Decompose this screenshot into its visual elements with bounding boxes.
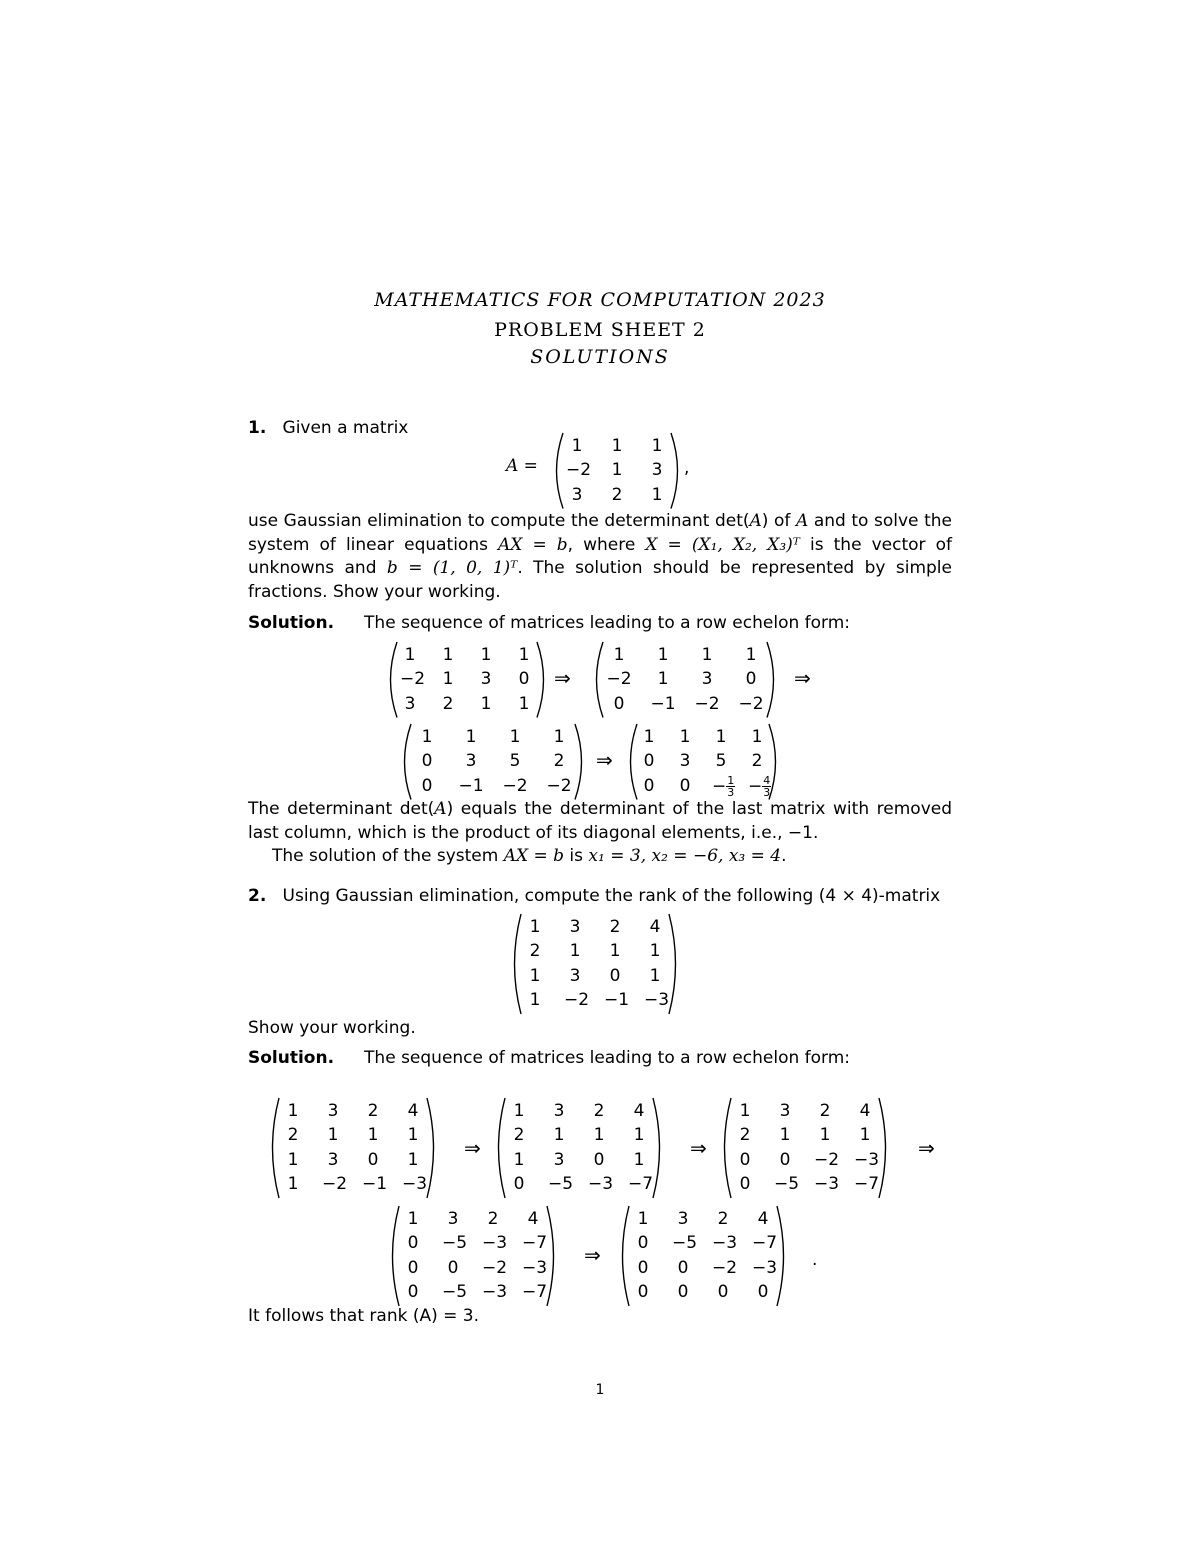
right-paren [774,1204,792,1308]
left-paren [716,1096,734,1200]
matrix-cell: 0 [717,1282,729,1302]
matrix-cell: 3 [480,669,492,689]
matrix-cell: −2 [482,1257,508,1278]
matrix-cell: 3 [465,751,477,771]
matrix-a-label: A = [506,456,538,476]
matrix-cell: 1 [287,1100,299,1121]
matrix-cell: −5 [774,1174,800,1194]
p1-step-matrix-4 [622,722,784,802]
p1-step-matrix-2 [588,640,782,720]
matrix-cell: −1 [604,990,630,1010]
right-paren [666,912,684,1016]
matrix-cell: −5 [548,1174,574,1194]
left-paren [588,640,606,720]
problem-1-statement: use Gaussian elimination to compute the determinant det(A) of A and to solve the system of linear equations AX = b, where X = (X₁, X₂, X₃)ᵀ is the vector of unknowns and b = (1, 0, 1)ᵀ. The solution should be represented by simple fractions. Show your working. [248,511,952,602]
p2-arrow-4: ⇒ [584,1243,601,1267]
left-paren [382,640,400,720]
matrix-cell: 1 [643,726,655,747]
matrix-cell: 0 [779,1149,791,1170]
matrix-cell: − $\frac{4}{3}$ [748,773,771,799]
right-paren [766,722,784,802]
matrix-cell: 1 [529,965,541,986]
matrix-cell: 1 [651,484,663,505]
course-title: MATHEMATICS FOR COMPUTATION 2023 [374,289,826,311]
matrix-cell: −7 [752,1233,778,1253]
matrix-cell: −3 [814,1174,840,1194]
left-paren [264,1096,282,1200]
matrix-cell: 0 [677,1257,689,1278]
matrix-cell: 1 [739,1100,751,1121]
left-paren [506,912,524,1016]
matrix-cell: 1 [553,726,565,747]
matrix-cell: 2 [529,941,541,961]
matrix-cell: −2 [566,460,592,480]
problem-1-conclusion: The determinant det(A) equals the determinant of the last matrix with removed last column, which is the product of its diagonal elements, i.e., −1. [248,799,953,843]
matrix-cell: 1 [745,644,757,665]
p1-arrow-2: ⇒ [794,666,811,690]
p2-arrow-3: ⇒ [918,1136,935,1160]
matrix-grid [566,435,668,508]
p1-arrow-1: ⇒ [554,666,571,690]
matrix-cell: 0 [757,1282,769,1302]
left-paren [384,1204,402,1308]
matrix-cell: 1 [649,965,661,986]
matrix-cell: 0 [513,1174,525,1194]
matrix-cell: 3 [779,1100,791,1121]
matrix-cell: 1 [442,644,454,665]
page-number: 1 [595,1382,605,1398]
right-paren [650,1096,668,1200]
matrix-cell: 4 [859,1100,871,1121]
sheet-title: PROBLEM SHEET 2 [494,319,706,341]
matrix-cell: 1 [859,1125,871,1145]
matrix-cell: 2 [287,1125,299,1145]
matrix-cell: 0 [609,965,621,986]
left-paren [548,431,566,511]
matrix-cell: 1 [633,1125,645,1145]
matrix-cell: −2 [814,1149,840,1170]
p2-final-period: . [812,1250,818,1270]
matrix-cell: 0 [447,1257,459,1278]
matrix-cell: 3 [447,1208,459,1229]
matrix-cell: 1 [571,435,583,456]
matrix-cell: 0 [407,1257,419,1278]
matrix-cell: 1 [480,693,492,714]
left-paren [396,722,414,802]
matrix-cell: 1 [480,644,492,665]
matrix-cell: 1 [465,726,477,747]
matrix-cell: 4 [649,916,661,937]
matrix-cell: 1 [637,1208,649,1229]
matrix-cell: −2 [564,990,590,1010]
p1-arrow-3: ⇒ [596,748,613,772]
problem-2-conclusion: It follows that rank (A) = 3. [248,1306,480,1326]
matrix-cell: 4 [527,1208,539,1229]
left-paren [614,1204,632,1308]
matrix-cell: 1 [611,435,623,456]
matrix-cell: 1 [513,1100,525,1121]
matrix-cell: 1 [287,1174,299,1194]
matrix-cell: 3 [701,669,713,689]
matrix-cell: −3 [482,1282,508,1302]
matrix-cell: 0 [739,1149,751,1170]
matrix-cell: −7 [628,1174,654,1194]
matrix-cell: 1 [657,669,669,689]
matrix-cell: −1 [362,1174,388,1194]
matrix-cell: −2 [400,669,426,689]
matrix-cell: 1 [593,1125,605,1145]
matrix-cell: 2 [751,751,763,771]
matrix-cell: −2 [712,1257,738,1278]
matrix-cell: −2 [322,1174,348,1194]
matrix-cell: 4 [407,1100,419,1121]
matrix-cell: 3 [327,1100,339,1121]
problem-1-solution-line: The solution of the system AX = b is x₁ = 3, x₂ = −6, x₃ = 4. [272,846,787,866]
right-paren [544,1204,562,1308]
matrix-cell: 0 [421,751,433,771]
matrix-cell: 1 [518,644,530,665]
matrix-cell: 0 [643,751,655,771]
matrix-grid [524,916,670,1013]
matrix-cell: −3 [482,1233,508,1253]
matrix-cell: 1 [553,1125,565,1145]
matrix-cell: 3 [569,965,581,986]
p2-step-matrix-5 [614,1204,792,1308]
matrix-grid [402,1208,548,1305]
matrix-a [548,431,686,511]
left-paren [490,1096,508,1200]
matrix-cell: −5 [672,1233,698,1253]
matrix-cell: 1 [819,1125,831,1145]
matrix-cell: 0 [643,775,655,796]
matrix-cell: 2 [717,1208,729,1229]
matrix-cell: 0 [367,1149,379,1170]
matrix-cell: 2 [367,1100,379,1121]
matrix-cell: 0 [637,1282,649,1302]
matrix-cell: 2 [593,1100,605,1121]
matrix-cell: 0 [518,669,530,689]
matrix-4x4 [506,912,684,1016]
matrix-grid [640,726,771,799]
matrix-cell: 1 [529,990,541,1010]
matrix-cell: 1 [509,726,521,747]
matrix-cell: −3 [752,1257,778,1278]
p1-step-matrix-3 [396,722,590,802]
matrix-cell: 1 [715,726,727,747]
p2-step-matrix-3 [716,1096,894,1200]
problem-2-solution-intro: Solution. The sequence of matrices leading to a row echelon form: [248,1048,851,1068]
matrix-cell: 1 [407,1149,419,1170]
right-paren [764,640,782,720]
matrix-cell: −2 [546,775,572,796]
matrix-cell: −3 [644,990,670,1010]
matrix-cell: 1 [529,916,541,937]
matrix-cell: 0 [745,669,757,689]
matrix-cell: 3 [327,1149,339,1170]
p2-step-matrix-1 [264,1096,442,1200]
matrix-cell: −2 [502,775,528,796]
matrix-a-comma: , [684,458,690,478]
p2-arrow-1: ⇒ [464,1136,481,1160]
matrix-cell: 0 [677,1282,689,1302]
matrix-cell: 1 [613,644,625,665]
matrix-cell: 1 [407,1125,419,1145]
problem-1-intro: 1. Given a matrix [248,418,409,438]
matrix-cell: 3 [651,460,663,480]
right-paren [572,722,590,802]
matrix-cell: 0 [407,1233,419,1253]
matrix-cell: 2 [609,916,621,937]
matrix-cell: 0 [739,1174,751,1194]
matrix-cell: 1 [421,726,433,747]
p2-step-matrix-4 [384,1204,562,1308]
matrix-cell: 0 [637,1233,649,1253]
solutions-subtitle: SOLUTIONS [530,346,670,368]
matrix-cell: −3 [522,1257,548,1278]
matrix-cell: 5 [509,751,521,771]
matrix-cell: 1 [649,941,661,961]
matrix-cell: −5 [442,1233,468,1253]
matrix-cell: −7 [522,1282,548,1302]
matrix-cell: 3 [571,484,583,505]
matrix-cell: 1 [327,1125,339,1145]
problem-2-show-working: Show your working. [248,1018,416,1038]
matrix-cell: 1 [404,644,416,665]
matrix-cell: 1 [651,435,663,456]
matrix-cell: 1 [407,1208,419,1229]
matrix-cell: 5 [715,751,727,771]
matrix-cell: 1 [633,1149,645,1170]
matrix-cell: −2 [606,669,632,689]
matrix-grid [508,1100,654,1197]
right-paren [424,1096,442,1200]
matrix-cell: −1 [650,693,676,714]
right-paren [876,1096,894,1200]
matrix-grid [606,644,764,717]
matrix-cell: 3 [569,916,581,937]
matrix-cell: −3 [588,1174,614,1194]
matrix-cell: 0 [407,1282,419,1302]
matrix-cell: 0 [679,775,691,796]
matrix-grid [400,644,534,717]
p1-step-matrix-1 [382,640,552,720]
matrix-cell: 1 [609,941,621,961]
matrix-cell: 3 [553,1100,565,1121]
matrix-cell: −2 [694,693,720,714]
matrix-cell: 2 [611,484,623,505]
matrix-cell: 1 [657,644,669,665]
matrix-cell: 1 [569,941,581,961]
matrix-cell: −1 [458,775,484,796]
matrix-cell: 4 [633,1100,645,1121]
matrix-cell: −5 [442,1282,468,1302]
matrix-cell: 0 [613,693,625,714]
matrix-cell: 0 [637,1257,649,1278]
matrix-cell: −2 [738,693,764,714]
matrix-cell: 2 [513,1125,525,1145]
right-paren [534,640,552,720]
matrix-cell: 1 [513,1149,525,1170]
matrix-cell: 3 [553,1149,565,1170]
matrix-grid [734,1100,880,1197]
matrix-cell: 1 [611,460,623,480]
matrix-cell: 0 [421,775,433,796]
matrix-cell: −3 [854,1149,880,1170]
matrix-cell: 3 [404,693,416,714]
matrix-cell: 1 [518,693,530,714]
matrix-cell: 4 [757,1208,769,1229]
p2-arrow-2: ⇒ [690,1136,707,1160]
matrix-grid [632,1208,778,1305]
matrix-cell: −7 [854,1174,880,1194]
matrix-cell: 2 [739,1125,751,1145]
matrix-cell: −3 [402,1174,428,1194]
matrix-grid [282,1100,428,1197]
matrix-cell: 0 [593,1149,605,1170]
matrix-cell: 2 [553,751,565,771]
matrix-cell: − $\frac{1}{3}$ [712,773,735,799]
matrix-cell: 1 [751,726,763,747]
left-paren [622,722,640,802]
matrix-cell: 3 [679,751,691,771]
matrix-cell: 1 [442,669,454,689]
matrix-cell: 3 [677,1208,689,1229]
matrix-cell: 1 [367,1125,379,1145]
p2-step-matrix-2 [490,1096,668,1200]
matrix-grid [414,726,572,799]
matrix-cell: −3 [712,1233,738,1253]
matrix-cell: 2 [442,693,454,714]
problem-1-solution-intro: Solution. The sequence of matrices leading to a row echelon form: [248,613,851,633]
problem-2-statement: 2. Using Gaussian elimination, compute the rank of the following (4 × 4)-matrix [248,886,941,906]
matrix-cell: 1 [701,644,713,665]
matrix-cell: 1 [287,1149,299,1170]
matrix-cell: 1 [779,1125,791,1145]
matrix-cell: 1 [679,726,691,747]
matrix-cell: 2 [487,1208,499,1229]
matrix-cell: 2 [819,1100,831,1121]
matrix-cell: −7 [522,1233,548,1253]
